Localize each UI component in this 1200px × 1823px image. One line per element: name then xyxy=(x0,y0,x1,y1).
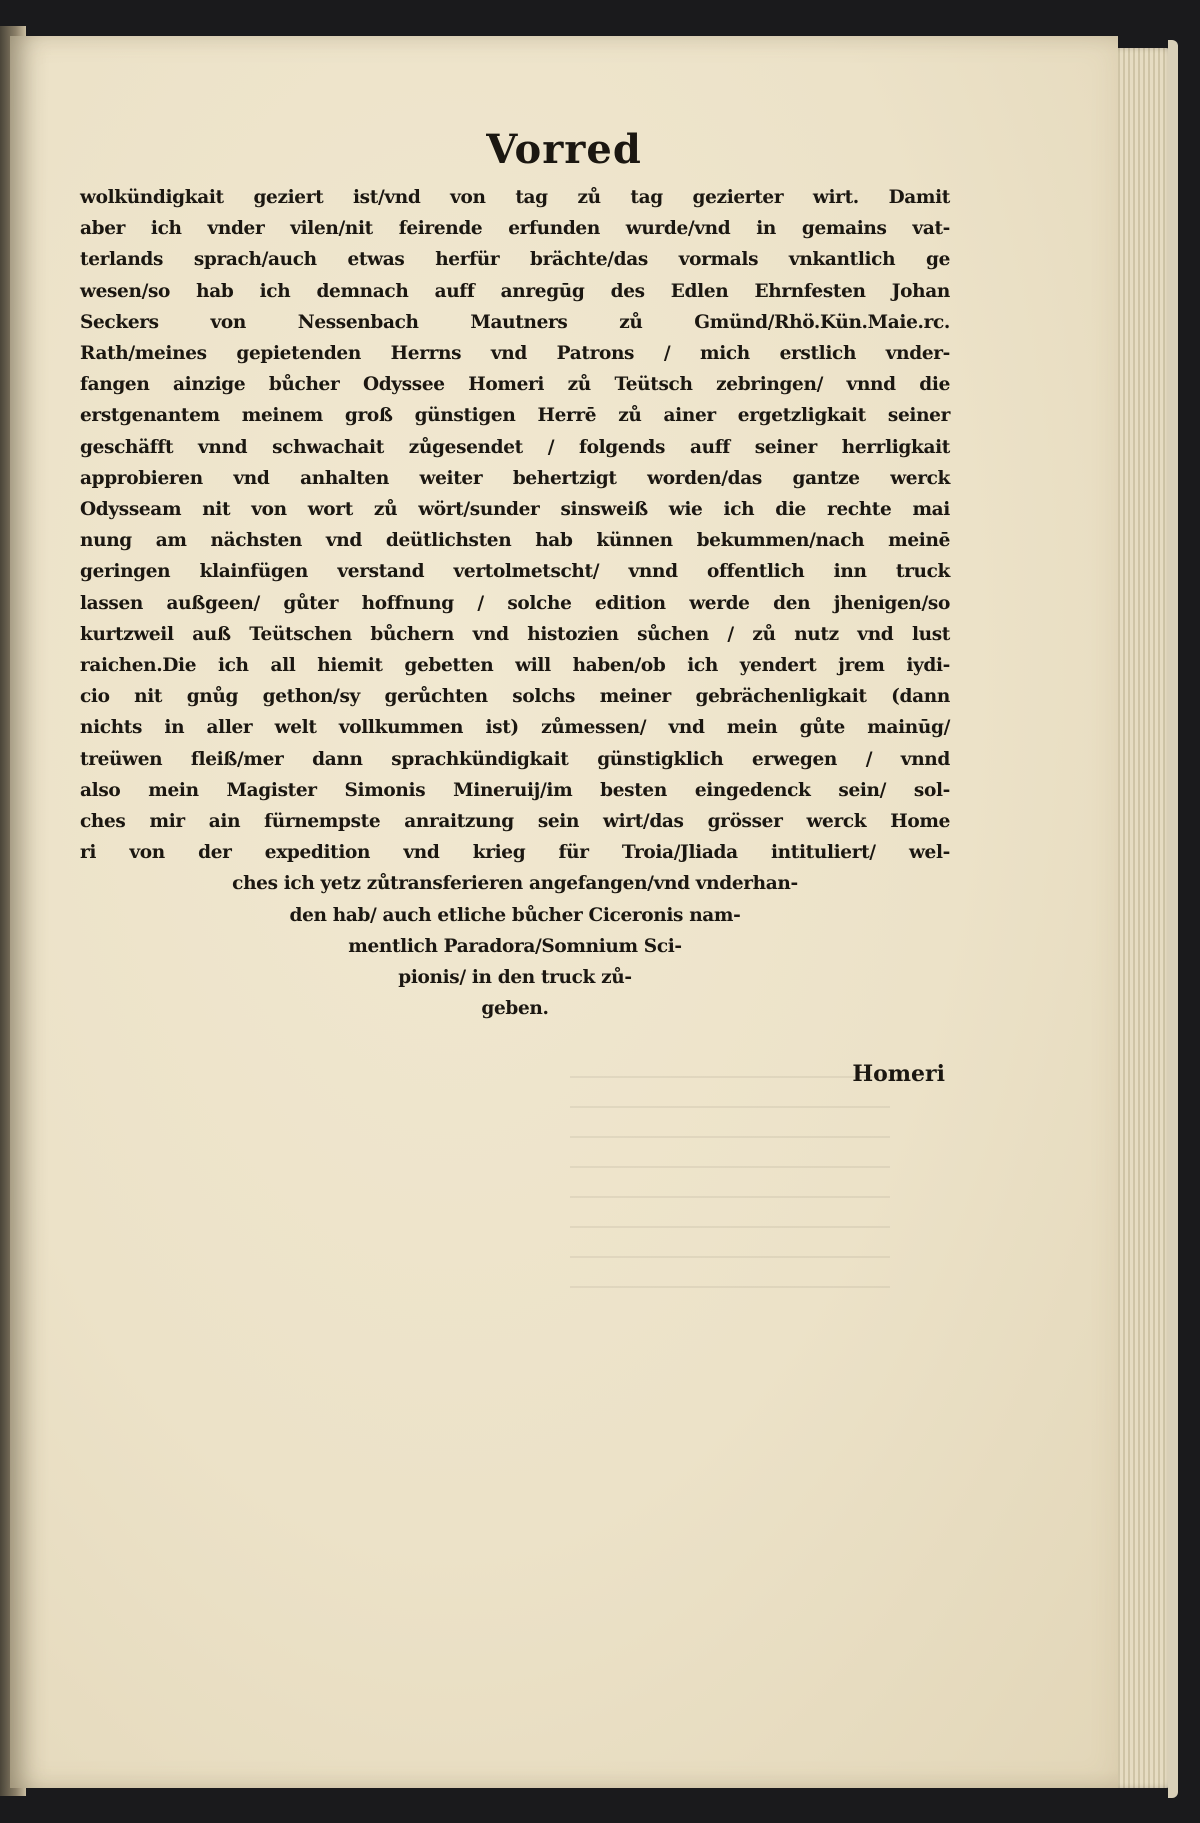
text-line-tapered: ches ich yetz zůtransferieren angefangen/vnd vnderhan- xyxy=(232,873,798,895)
text-line: wolkündigkait geziert ist/vnd von tag zů tag gezierter wirt. Damit xyxy=(80,187,950,208)
text-line: kurtzweil auß Teütschen bůchern vnd histozien sůchen / zů nutz vnd lust xyxy=(80,623,950,645)
text-line: ri von der expedition vnd krieg für Troia/Jliada intituliert/ wel- xyxy=(80,842,950,864)
text-line-tapered: mentlich Paradora/Somnium Sci- xyxy=(348,935,682,957)
text-line: raichen.Die ich all hiemit gebetten will haben/ob ich yendert jrem iydi- xyxy=(80,655,950,677)
text-line: treüwen fleiß/mer dann sprachkündigkait günstigklich erwegen / vnnd xyxy=(80,748,950,770)
book-page xyxy=(10,36,1118,1788)
text-line: nichts in aller welt vollkummen ist) zůmessen/ vnd mein gůte mainūg/ xyxy=(80,717,950,739)
text-line: approbieren vnd anhalten weiter behertzigt worden/das gantze werck xyxy=(80,467,950,489)
body-text xyxy=(80,182,950,1024)
text-line: lassen außgeen/ gůter hoffnung / solche edition werde den jhenigen/so xyxy=(80,592,950,614)
catchword: Homeri xyxy=(852,1061,945,1087)
text-line: fangen ainzige bůcher Odyssee Homeri zů Teütsch zebringen/ vnnd die xyxy=(80,374,950,396)
text-line-tapered: pionis/ in den truck zů- xyxy=(398,967,632,989)
ink-showthrough xyxy=(570,1076,890,1316)
text-line: terlands sprach/auch etwas herfür brächte/das vormals vnkantlich ge xyxy=(80,249,950,271)
text-line: cio nit gnůg gethon/sy gerůchten solchs meiner gebrächenligkait (dann xyxy=(80,686,950,708)
text-line: geschäfft vnnd schwachait zůgesendet / folgends auff seiner herrligkait xyxy=(80,436,950,458)
text-line: aber ich vnder vilen/nit feirende erfunden wurde/vnd in gemains vat- xyxy=(80,218,950,240)
text-line: also mein Magister Simonis Mineruij/im besten eingedenck sein/ sol- xyxy=(80,779,950,801)
text-line-tapered: den hab/ auch etliche bůcher Ciceronis nam- xyxy=(289,904,741,926)
running-head: Vorred xyxy=(486,126,642,173)
text-line: erstgenantem meinem groß günstigen Herrē zů ainer ergetzligkait seiner xyxy=(80,405,950,427)
text-line: Seckers von Nessenbach Mautners zů Gmünd/Rhö.Kün.Maie.rc. xyxy=(80,311,950,333)
text-line: geringen klainfügen verstand vertolmetscht/ vnnd offentlich inn truck xyxy=(80,561,950,583)
text-line: ches mir ain fürnempste anraitzung sein wirt/das grösser werck Home xyxy=(80,811,950,833)
text-line-tapered: geben. xyxy=(481,998,549,1020)
text-line: wesen/so hab ich demnach auff anregūg des Edlen Ehrnfesten Johan xyxy=(80,280,950,302)
text-line: Odysseam nit von wort zů wört/sunder sinsweiß wie ich die rechte mai xyxy=(80,499,950,521)
text-line: nung am nächsten vnd deütlichsten hab künnen bekummen/nach meinē xyxy=(80,530,950,552)
text-line: Rath/meines gepietenden Herrns vnd Patrons / mich erstlich vnder- xyxy=(80,343,950,365)
